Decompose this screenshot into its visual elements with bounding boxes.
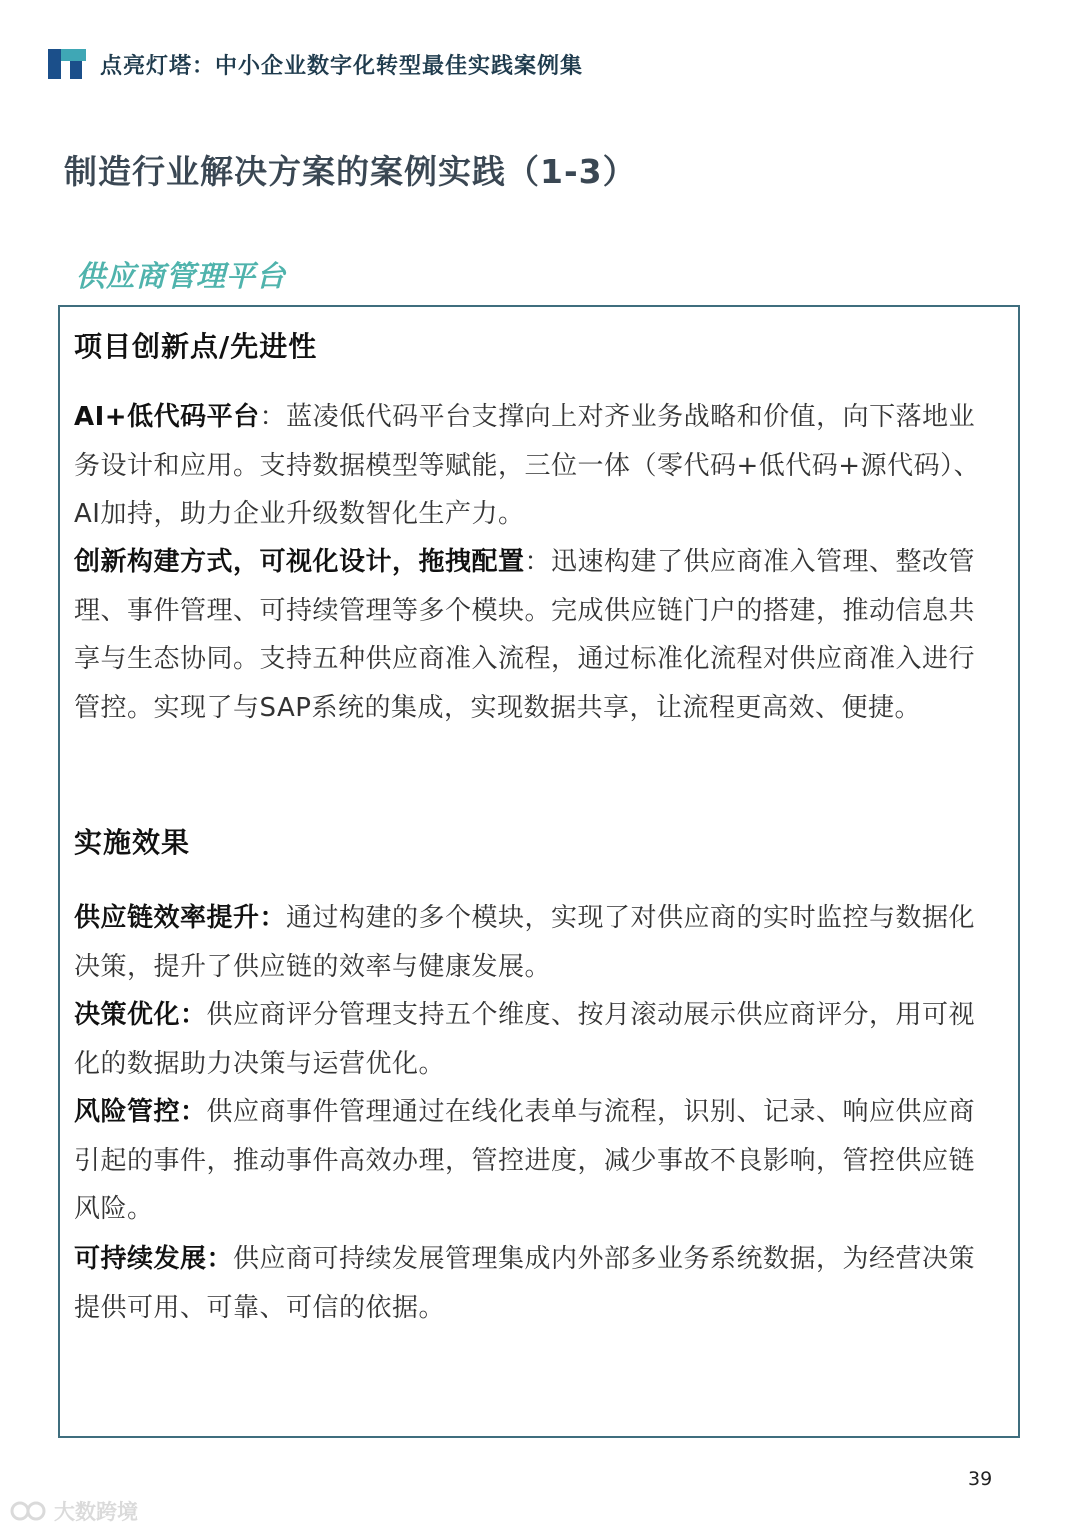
results-item-text: 供应商评分管理支持五个维度、按月滚动展示供应商评分，用可视化的数据助力决策与运营优化。 [74,1000,976,1079]
section-title: 供应商管理平台 [76,259,287,293]
innovation-item-text: ：迅速构建了供应商准入管理、整改管理、事件管理、可持续管理等多个模块。完成供应链门户的搭建，推动信息共享与生态协同。支持五种供应商准入流程，通过标准化流程对供应商准入进行管控。实现了与SAP系统的集成，实现数据共享，让流程更高效、便捷。 [74,547,976,723]
watermark-text: 大数跨境 [54,1500,138,1524]
brand-logo-icon [48,45,86,83]
watermark-logo-icon [10,1498,48,1524]
page-number: 39 [968,1468,993,1490]
watermark [10,1496,138,1526]
innovation-item-text: ：蓝凌低代码平台支撑向上对齐业务战略和价值，向下落地业务设计和应用。支持数据模型等赋能，三位一体（零代码+低代码+源代码）、AI加持，助力企业升级数智化生产力。 [74,402,981,529]
innovation-heading: 项目创新点/先进性 [74,330,318,363]
results-item-text: 通过构建的多个模块，实现了对供应商的实时监控与数据化决策，提升了供应链的效率与健康发展。 [74,903,976,982]
results-item-risk [74,1088,996,1234]
results-item-lead: 可持续发展： [74,1244,234,1274]
results-item-decision [74,991,996,1088]
page-header [48,44,583,84]
results-item-text: 供应商事件管理通过在线化表单与流程，识别、记录、响应供应商引起的事件，推动事件高效办理，管控进度，减少事故不良影响，管控供应链风险。 [74,1097,976,1224]
innovation-item-ai-lowcode [74,393,996,539]
results-item-lead: 风险管控： [74,1097,207,1127]
results-item-lead: 供应链效率提升： [74,903,287,933]
series-title: 点亮灯塔：中小企业数字化转型最佳实践案例集 [100,53,584,79]
innovation-item-lead: 创新构建方式，可视化设计，拖拽配置 [74,547,525,577]
results-item-text: 供应商可持续发展管理集成内外部多业务系统数据，为经营决策提供可用、可靠、可信的依据。 [74,1244,976,1323]
innovation-item-lead: AI+低代码平台 [74,402,260,432]
content-box [58,305,1020,1438]
results-item-lead: 决策优化： [74,1000,207,1030]
innovation-item-visual-design [74,538,996,732]
results-heading: 实施效果 [74,826,191,859]
results-item-sustainability [74,1235,996,1332]
page-title: 制造行业解决方案的案例实践（1-3） [64,152,637,191]
results-item-efficiency [74,894,996,991]
